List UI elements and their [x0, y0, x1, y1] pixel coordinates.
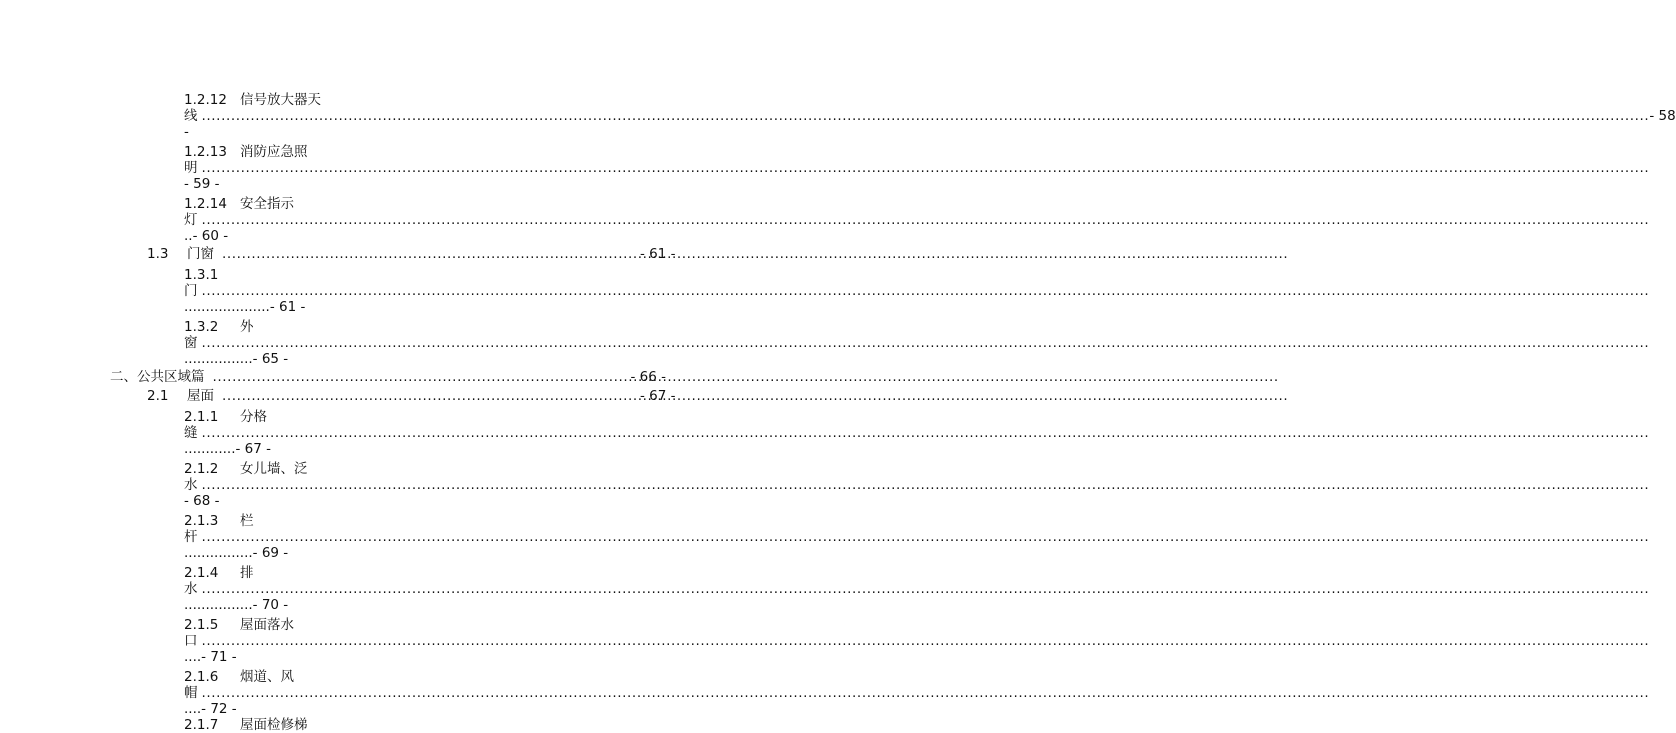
entry-title: 信号放大器天: [240, 92, 321, 108]
tail-leader: ................: [184, 597, 253, 613]
entry-title: 分格: [240, 409, 267, 425]
entry-title: 屋面落水: [240, 617, 294, 633]
entry-title: 女儿墙、泛: [240, 461, 308, 477]
entry-title-tail: 杆: [184, 529, 198, 545]
toc-entry-1-3-1[interactable]: [184, 267, 926, 315]
page-number: - 61 -: [640, 246, 676, 262]
tail-leader: ................: [184, 351, 253, 367]
page-number: - 66 -: [630, 369, 667, 385]
entry-number: 2.1.4: [184, 565, 219, 581]
toc-entry-1-2-12[interactable]: [184, 92, 1676, 140]
entry-title-tail: 水: [184, 477, 198, 493]
toc-entry-1-3[interactable]: [147, 245, 692, 263]
page-number: - 60 -: [192, 228, 229, 244]
tail-leader: ....................: [184, 299, 270, 315]
entry-title-tail: 线: [184, 108, 198, 124]
entry-title-tail: 灯: [184, 212, 198, 228]
page-number: - 70 -: [252, 597, 289, 613]
page-number: - 65 -: [252, 351, 289, 367]
dot-leader: [202, 529, 1650, 545]
toc-entry-2-1-1[interactable]: [184, 409, 926, 457]
entry-title-tail: 水: [184, 581, 198, 597]
toc-entry-2-1-4[interactable]: [184, 565, 926, 613]
entry-title-tail: 门: [184, 283, 198, 299]
entry-title: 屋面: [187, 388, 214, 404]
dot-leader: [202, 335, 1650, 351]
tail-leader: ............: [184, 441, 236, 457]
entry-title: 二、公共区域篇: [110, 369, 205, 385]
entry-number: 1.3.2: [184, 319, 219, 335]
entry-title: 屋面检修梯: [240, 717, 308, 733]
entry-title-tail: 明: [184, 160, 198, 176]
toc-entry-2-1[interactable]: [147, 387, 692, 405]
page-number: - 67 -: [640, 388, 676, 404]
tail-leader: ....: [184, 701, 202, 717]
tail-leader: ....: [184, 649, 202, 665]
dot-leader: [202, 108, 1650, 124]
toc-entry-part-2[interactable]: [110, 368, 690, 386]
entry-number: 1.3.1: [184, 267, 219, 283]
entry-number: 1.3: [147, 246, 169, 262]
entry-title: 外: [240, 319, 254, 335]
entry-title: 烟道、风: [240, 669, 294, 685]
dot-leader: [202, 425, 1650, 441]
dot-leader: [202, 581, 1650, 597]
page-number: - 69 -: [252, 545, 289, 561]
tail-leader: ................: [184, 545, 253, 561]
page-number: - 67 -: [235, 441, 272, 457]
dot-leader: [222, 245, 636, 263]
toc-entry-1-2-13[interactable]: [184, 144, 926, 192]
dot-leader: [202, 477, 1650, 493]
page-number: - 68 -: [184, 493, 220, 509]
entry-title-tail: 帽: [184, 685, 198, 701]
entry-number: 2.1.2: [184, 461, 219, 477]
toc-entry-2-1-6[interactable]: [184, 669, 926, 717]
entry-title: 门窗: [187, 246, 214, 262]
page-number: - 58: [1649, 108, 1676, 124]
entry-number: 2.1.1: [184, 409, 219, 425]
entry-number: 1.2.12: [184, 92, 227, 108]
dot-leader: [202, 212, 1650, 228]
entry-number: 1.2.13: [184, 144, 227, 160]
toc-entry-2-1-5[interactable]: [184, 617, 926, 665]
page-number: - 61 -: [269, 299, 306, 315]
page-number: - 71 -: [201, 649, 237, 665]
dot-leader: [202, 283, 1650, 299]
page-number: - 72 -: [201, 701, 237, 717]
dot-leader: [202, 160, 1650, 176]
page-number: - 59 -: [184, 176, 220, 192]
entry-number: 2.1.6: [184, 669, 219, 685]
toc-entry-2-1-3[interactable]: [184, 513, 926, 561]
entry-title: 栏: [240, 513, 254, 529]
tail-leader: ..: [184, 228, 193, 244]
toc-entry-1-2-14[interactable]: [184, 196, 926, 244]
entry-number: 1.2.14: [184, 196, 227, 212]
entry-title-tail: 缝: [184, 425, 198, 441]
entry-title: 排: [240, 565, 254, 581]
entry-title: 安全指示: [240, 196, 294, 212]
page-number-continued: -: [184, 124, 189, 140]
entry-number: 2.1: [147, 388, 169, 404]
entry-title-tail: 窗: [184, 335, 198, 351]
toc-entry-2-1-2[interactable]: [184, 461, 926, 509]
toc-entry-1-3-2[interactable]: [184, 319, 926, 367]
entry-number: 2.1.3: [184, 513, 219, 529]
dot-leader: [222, 387, 636, 405]
dot-leader: [202, 685, 1650, 701]
entry-number: 2.1.7: [184, 717, 219, 733]
entry-title: 消防应急照: [240, 144, 308, 160]
toc-entry-2-1-7[interactable]: [184, 717, 926, 733]
entry-title-tail: 口: [184, 633, 198, 649]
dot-leader: [202, 633, 1650, 649]
dot-leader: [213, 368, 627, 386]
entry-number: 2.1.5: [184, 617, 219, 633]
